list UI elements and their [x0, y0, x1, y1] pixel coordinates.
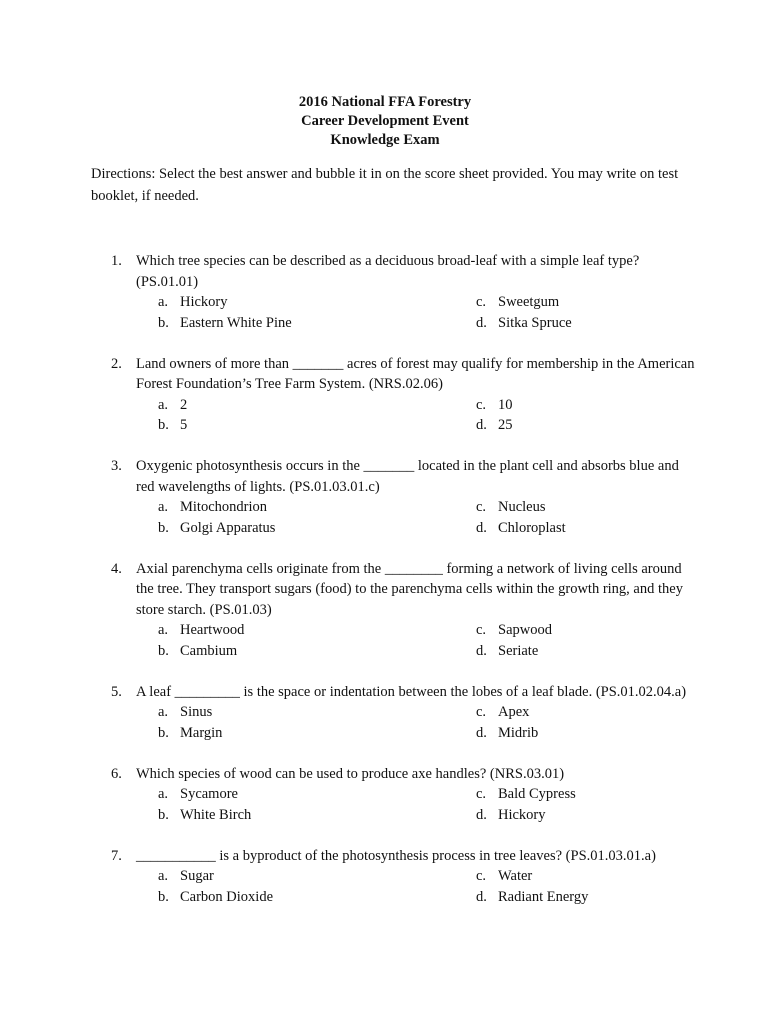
choice-d — [476, 887, 588, 908]
choice-d — [476, 313, 572, 334]
choice-c — [476, 292, 559, 313]
choice-a — [158, 702, 212, 723]
choice-text: Golgi Apparatus — [180, 519, 276, 536]
answer-choices — [0, 292, 770, 333]
choice-c — [476, 497, 546, 518]
choice-text: Sinus — [180, 704, 213, 720]
choice-letter: c. — [476, 704, 487, 720]
choice-text: Carbon Dioxide — [180, 888, 274, 905]
choice-text: Water — [498, 868, 533, 884]
title-line-2: Career Development Event — [301, 113, 469, 129]
choice-letter: d. — [476, 519, 487, 536]
question-text: A leaf _________ is the space or indentation between the lobes of a leaf blade. (PS.01.02.04.a) — [136, 683, 687, 700]
choice-c — [476, 395, 513, 416]
choice-text: 5 — [180, 417, 188, 433]
choice-text: Sweetgum — [498, 294, 560, 310]
question-number: 7. — [111, 847, 122, 864]
answer-choices — [0, 497, 770, 538]
choice-b — [158, 887, 273, 908]
choice-text: Heartwood — [180, 622, 245, 638]
question-5 — [0, 682, 770, 744]
choice-letter: a. — [158, 294, 169, 310]
question-number: 1. — [111, 253, 122, 269]
question-1 — [0, 251, 770, 333]
choice-letter: b. — [158, 642, 169, 659]
choice-letter: a. — [158, 704, 169, 720]
choice-d — [476, 805, 546, 826]
title-line-3: Knowledge Exam — [330, 132, 440, 148]
choice-text: Sycamore — [180, 786, 238, 802]
choice-text: 10 — [498, 396, 513, 413]
question-2 — [0, 354, 770, 436]
choice-text: Mitochondrion — [180, 499, 267, 515]
choice-d — [476, 518, 566, 539]
choice-b — [158, 313, 292, 334]
choice-letter: a. — [158, 786, 169, 802]
choice-d — [476, 415, 513, 436]
choice-letter: d. — [476, 888, 487, 905]
question-number: 3. — [111, 458, 122, 474]
question-number: 2. — [111, 355, 122, 372]
choice-a — [158, 866, 214, 887]
question-text: Oxygenic photosynthesis occurs in the _______ located in the plant cell and absorbs blue and red wavelengths of lights. (PS.01.03.01.c) — [136, 458, 679, 495]
choice-letter: c. — [476, 396, 487, 413]
choice-c — [476, 620, 552, 641]
choice-a — [158, 292, 228, 313]
choice-text: Chloroplast — [498, 519, 566, 536]
choice-letter: b. — [158, 417, 169, 433]
choice-letter: a. — [158, 868, 169, 884]
answer-choices — [0, 620, 770, 661]
question-text: ___________ is a byproduct of the photosynthesis process in tree leaves? (PS.01.03.01.a) — [136, 847, 656, 864]
choice-a — [158, 784, 238, 805]
question-text: Which species of wood can be used to produce axe handles? (NRS.03.01) — [136, 765, 565, 782]
choice-letter: b. — [158, 888, 169, 905]
choice-a — [158, 395, 187, 416]
answer-choices — [0, 866, 770, 907]
choice-text: Sitka Spruce — [498, 314, 572, 331]
choice-text: White Birch — [180, 806, 252, 823]
question-list — [0, 251, 770, 928]
choice-text: 2 — [180, 396, 188, 413]
choice-text: Hickory — [498, 806, 546, 823]
question-7 — [0, 846, 770, 908]
choice-letter: c. — [476, 868, 487, 884]
choice-text: Sugar — [180, 868, 214, 884]
choice-letter: a. — [158, 499, 169, 515]
answer-choices — [0, 784, 770, 825]
choice-text: Sapwood — [498, 622, 552, 638]
choice-c — [476, 866, 532, 887]
question-3 — [0, 456, 770, 538]
choice-letter: d. — [476, 806, 487, 823]
exam-title — [0, 93, 770, 150]
choice-d — [476, 641, 538, 662]
choice-letter: d. — [476, 642, 487, 659]
choice-text: Hickory — [180, 294, 228, 310]
choice-a — [158, 620, 244, 641]
answer-choices — [0, 702, 770, 743]
choice-letter: b. — [158, 519, 169, 536]
choice-letter: a. — [158, 396, 169, 413]
choice-letter: b. — [158, 724, 169, 741]
choice-text: Nucleus — [498, 499, 546, 515]
choice-a — [158, 497, 267, 518]
question-text: Axial parenchyma cells originate from the ________ forming a network of living cells around the tree. They transport sugars (food) to the parenchyma cells within the growth ring, and they store starch. (PS.01.03) — [136, 560, 683, 618]
choice-text: 25 — [498, 417, 513, 433]
choice-text: Midrib — [498, 724, 539, 741]
choice-letter: c. — [476, 786, 487, 802]
question-6 — [0, 764, 770, 826]
choice-b — [158, 415, 187, 436]
choice-text: Seriate — [498, 642, 539, 659]
choice-letter: b. — [158, 806, 169, 823]
choice-text: Radiant Energy — [498, 888, 589, 905]
choice-c — [476, 784, 576, 805]
choice-b — [158, 641, 237, 662]
choice-b — [158, 518, 275, 539]
title-line-1: 2016 National FFA Forestry — [298, 94, 472, 110]
question-number: 5. — [111, 683, 122, 700]
choice-letter: c. — [476, 294, 487, 310]
question-number: 6. — [111, 765, 122, 782]
choice-text: Cambium — [180, 642, 238, 659]
choice-text: Bald Cypress — [498, 786, 576, 802]
choice-letter: c. — [476, 622, 487, 638]
answer-choices — [0, 395, 770, 436]
question-text: Which tree species can be described as a deciduous broad-leaf with a simple leaf type? (PS.01.01) — [136, 253, 640, 290]
choice-c — [476, 702, 529, 723]
question-4 — [0, 559, 770, 662]
choice-b — [158, 723, 222, 744]
choice-letter: d. — [476, 417, 487, 433]
choice-d — [476, 723, 538, 744]
choice-letter: c. — [476, 499, 487, 515]
choice-text: Margin — [180, 724, 223, 741]
question-text: Land owners of more than _______ acres of forest may qualify for membership in the American Forest Foundation’s Tree Farm System. (NRS.02.06) — [136, 355, 695, 392]
choice-letter: d. — [476, 724, 487, 741]
directions-text: Directions: Select the best answer and bubble it in on the score sheet provided. You may write on test booklet, if needed. — [91, 166, 679, 204]
choice-text: Apex — [498, 704, 530, 720]
choice-letter: d. — [476, 314, 487, 331]
choice-text: Eastern White Pine — [180, 314, 292, 331]
question-number: 4. — [111, 560, 122, 577]
choice-letter: b. — [158, 314, 169, 331]
choice-b — [158, 805, 251, 826]
choice-letter: a. — [158, 622, 169, 638]
